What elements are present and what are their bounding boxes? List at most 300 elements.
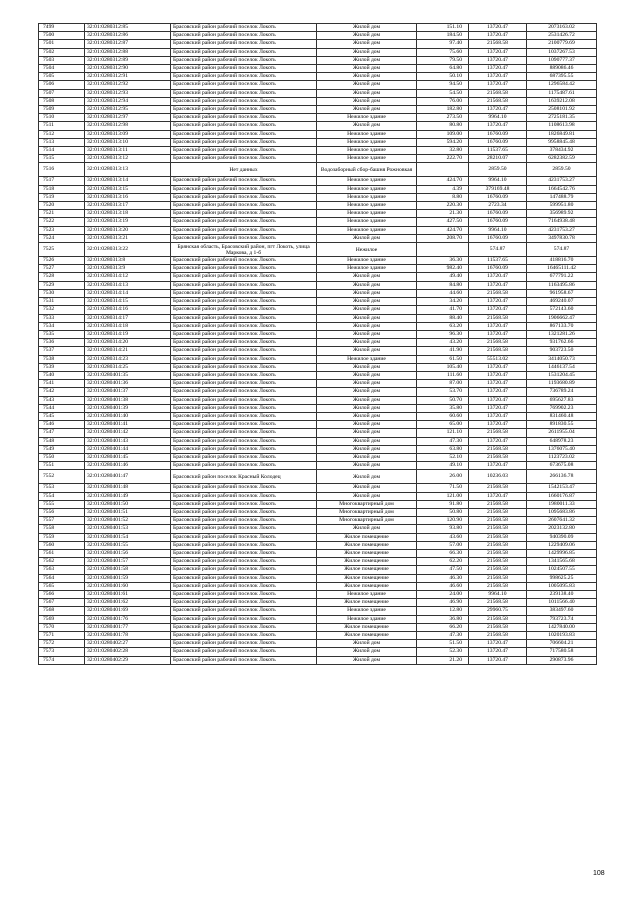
object-type-cell: Многоквартирный дом	[317, 517, 417, 525]
object-type-cell: Жилой дом	[317, 421, 417, 429]
specific-value-cell: 21568.58	[469, 508, 527, 516]
area-cell: 50.70	[417, 396, 469, 404]
address-cell: Брасовский район рабочий поселок Локоть	[171, 607, 317, 615]
specific-value-cell: 21568.58	[469, 525, 527, 533]
cadastral-value-cell: 266136.78	[527, 470, 597, 484]
cadastral-number-cell: 32:01:0280314:16	[85, 306, 171, 314]
object-type-cell: Жилой дом	[317, 32, 417, 40]
row-number-cell: 7547	[39, 429, 85, 437]
cadastral-value-cell: 648978.23	[527, 437, 597, 445]
table-row	[39, 177, 597, 185]
table-row	[39, 347, 597, 355]
cadastral-number-cell: 32:01:0280314:13	[85, 281, 171, 289]
table-row	[39, 355, 597, 363]
cadastral-number-cell: 32:01:0280401:40	[85, 412, 171, 420]
table-row	[39, 56, 597, 64]
table-row	[39, 421, 597, 429]
cadastral-number-cell: 32:01:0280401:48	[85, 484, 171, 492]
specific-value-cell: 13720.47	[469, 122, 527, 130]
cadastral-number-cell: 32:01:0280314:25	[85, 363, 171, 371]
specific-value-cell: 13720.47	[469, 322, 527, 330]
specific-value-cell: 13720.47	[469, 298, 527, 306]
cadastral-number-cell: 32:01:0280401:43	[85, 437, 171, 445]
row-number-cell: 7566	[39, 591, 85, 599]
address-cell: Брасовский район рабочий поселок Локоть	[171, 56, 317, 64]
cadastral-value-cell: 147488.79	[527, 193, 597, 201]
cadastral-number-cell: 32:01:0280314:19	[85, 330, 171, 338]
cadastral-value-cell: 687395.55	[527, 73, 597, 81]
object-type-cell: Жилой дом	[317, 106, 417, 114]
object-type-cell: Жилой дом	[317, 462, 417, 470]
specific-value-cell: 13720.47	[469, 412, 527, 420]
area-cell: 84.80	[417, 281, 469, 289]
cadastral-number-cell: 32:01:0280313:12	[85, 155, 171, 163]
cadastral-value-cell: 1095683.86	[527, 508, 597, 516]
table-row	[39, 607, 597, 615]
row-number-cell: 7572	[39, 640, 85, 648]
row-number-cell: 7543	[39, 396, 85, 404]
object-type-cell: Нежилое здание	[317, 591, 417, 599]
cadastral-value-cell: 9958845.48	[527, 138, 597, 146]
area-cell: 427.50	[417, 218, 469, 226]
address-cell: Брасовский район рабочий поселок Локоть	[171, 388, 317, 396]
address-cell: Брасовский район рабочий поселок Локоть	[171, 48, 317, 56]
specific-value-cell: 21568.58	[469, 599, 527, 607]
row-number-cell: 7546	[39, 421, 85, 429]
object-type-cell: Жилой дом	[317, 322, 417, 330]
area-cell: 26.00	[417, 470, 469, 484]
area-cell: 43.20	[417, 339, 469, 347]
specific-value-cell: 13720.47	[469, 330, 527, 338]
object-type-cell: Жилой дом	[317, 89, 417, 97]
row-number-cell: 7565	[39, 582, 85, 590]
specific-value-cell: 13720.47	[469, 437, 527, 445]
row-number-cell: 7573	[39, 648, 85, 656]
object-type-cell: Нежилое здание	[317, 210, 417, 218]
address-cell: Брасовский район рабочий поселок Локоть	[171, 289, 317, 297]
table-row	[39, 65, 597, 73]
address-cell: Брасовский район рабочий поселок Локоть	[171, 347, 317, 355]
address-cell: Брасовский район рабочий поселок Локоть	[171, 429, 317, 437]
specific-value-cell: 21568.58	[469, 500, 527, 508]
specific-value-cell: 21568.58	[469, 40, 527, 48]
table-row	[39, 97, 597, 105]
address-cell: Брасовский район рабочий поселок Локоть	[171, 533, 317, 541]
specific-value-cell: 379169.48	[469, 185, 527, 193]
specific-value-cell: 21568.58	[469, 582, 527, 590]
specific-value-cell: 2723.34	[469, 202, 527, 210]
area-cell: 105.40	[417, 363, 469, 371]
table-row	[39, 226, 597, 234]
table-row	[39, 445, 597, 453]
table-row	[39, 202, 597, 210]
table-row	[39, 210, 597, 218]
area-cell: 47.50	[417, 566, 469, 574]
area-cell: 80.80	[417, 122, 469, 130]
address-cell: Брасовский район рабочий поселок Локоть	[171, 257, 317, 265]
address-cell: Брасовский район рабочий поселок Локоть	[171, 656, 317, 664]
cadastral-number-cell: 32:01:0280401:47	[85, 470, 171, 484]
table-row	[39, 470, 597, 484]
specific-value-cell: 21568.58	[469, 517, 527, 525]
area-cell: 88.40	[417, 314, 469, 322]
row-number-cell: 7527	[39, 265, 85, 273]
specific-value-cell: 574.87	[469, 243, 527, 257]
area-cell: 66.30	[417, 549, 469, 557]
row-number-cell: 7513	[39, 138, 85, 146]
address-cell: Брасовский район рабочий поселок Локоть	[171, 541, 317, 549]
address-cell: Брасовский район рабочий поселок Локоть	[171, 363, 317, 371]
cadastral-value-cell: 418816.70	[527, 257, 597, 265]
cadastral-number-cell: 32:01:0280401:60	[85, 582, 171, 590]
address-cell: Брасовский район рабочий поселок Локоть	[171, 106, 317, 114]
address-cell: Брасовский район рабочий поселок Локоть	[171, 138, 317, 146]
specific-value-cell: 13720.47	[469, 273, 527, 281]
row-number-cell: 7512	[39, 130, 85, 138]
cadastral-number-cell: 32:01:0280401:38	[85, 396, 171, 404]
cadastral-number-cell: 32:01:0280401:35	[85, 371, 171, 379]
area-cell: 220.30	[417, 202, 469, 210]
table-row	[39, 591, 597, 599]
object-type-cell: Жилое помещение	[317, 599, 417, 607]
area-cell: 94.50	[417, 81, 469, 89]
object-type-cell: Жилой дом	[317, 24, 417, 32]
cadastral-value-cell: 3497830.78	[527, 234, 597, 242]
row-number-cell: 7537	[39, 347, 85, 355]
table-row	[39, 648, 597, 656]
object-type-cell: Жилое помещение	[317, 533, 417, 541]
cadastral-value-cell: 4231753.27	[527, 177, 597, 185]
address-cell: Брасовский район рабочий поселок Локоть	[171, 114, 317, 122]
cadastral-number-cell: 32:01:0280401:36	[85, 380, 171, 388]
cadastral-value-cell: 1980011.33	[527, 500, 597, 508]
address-cell: Брасовский район рабочий поселок Локоть	[171, 355, 317, 363]
cadastral-number-cell: 32:01:0280401:62	[85, 599, 171, 607]
specific-value-cell: 11537.65	[469, 147, 527, 155]
specific-value-cell: 13720.47	[469, 56, 527, 64]
cadastral-value-cell: 239138.40	[527, 591, 597, 599]
specific-value-cell: 13720.47	[469, 106, 527, 114]
area-cell: 424.70	[417, 226, 469, 234]
cadastral-number-cell: 32:01:0280312:90	[85, 65, 171, 73]
row-number-cell: 7504	[39, 65, 85, 73]
row-number-cell: 7555	[39, 500, 85, 508]
specific-value-cell: 13720.47	[469, 380, 527, 388]
area-cell: 32.80	[417, 147, 469, 155]
object-type-cell: Многоквартирный дом	[317, 500, 417, 508]
object-type-cell: Жилой дом	[317, 347, 417, 355]
cadastral-number-cell: 32:01:0280314:17	[85, 314, 171, 322]
cadastral-number-cell: 32:01:0280312:91	[85, 73, 171, 81]
object-type-cell: Жилой дом	[317, 65, 417, 73]
area-cell: 120.90	[417, 517, 469, 525]
cadastral-number-cell: 32:01:0280401:77	[85, 623, 171, 631]
object-type-cell: Нежилое здание	[317, 114, 417, 122]
address-cell: Брасовский район рабочий поселок Локоть	[171, 193, 317, 201]
specific-value-cell: 21568.58	[469, 623, 527, 631]
area-cell: 35.80	[417, 404, 469, 412]
specific-value-cell: 21568.58	[469, 289, 527, 297]
object-type-cell: Жилой дом	[317, 234, 417, 242]
row-number-cell: 7542	[39, 388, 85, 396]
specific-value-cell: 13720.47	[469, 656, 527, 664]
specific-value-cell: 10236.03	[469, 470, 527, 484]
address-cell: Брасовский район рабочий поселок Локоть	[171, 492, 317, 500]
specific-value-cell: 21568.58	[469, 453, 527, 461]
specific-value-cell: 21568.58	[469, 97, 527, 105]
row-number-cell: 7564	[39, 574, 85, 582]
row-number-cell: 7523	[39, 226, 85, 234]
specific-value-cell: 13720.47	[469, 492, 527, 500]
row-number-cell: 7506	[39, 81, 85, 89]
address-cell: Брасовский район рабочий поселок Локоть	[171, 147, 317, 155]
area-cell: 424.70	[417, 177, 469, 185]
cadastral-number-cell: 32:01:0280313:8	[85, 257, 171, 265]
table-body	[39, 24, 597, 665]
cadastral-value-cell: 2859.50	[527, 163, 597, 177]
table-row	[39, 404, 597, 412]
object-type-cell: Нежилое здание	[317, 202, 417, 210]
cadastral-number-cell: 32:01:0280314:21	[85, 347, 171, 355]
object-type-cell: Жилой дом	[317, 339, 417, 347]
specific-value-cell: 21568.58	[469, 533, 527, 541]
specific-value-cell: 13720.47	[469, 404, 527, 412]
object-type-cell: Жилой дом	[317, 404, 417, 412]
object-type-cell: Жилой дом	[317, 396, 417, 404]
table-row	[39, 281, 597, 289]
cadastral-value-cell: 383497.60	[527, 607, 597, 615]
cadastral-value-cell: 599951.80	[527, 202, 597, 210]
table-row	[39, 525, 597, 533]
address-cell: Брасовский район рабочий поселок Локоть	[171, 273, 317, 281]
cadastral-number-cell: 32:01:0280401:42	[85, 429, 171, 437]
address-cell: Брасовский район рабочий поселок Локоть	[171, 89, 317, 97]
object-type-cell: Нежилое здание	[317, 177, 417, 185]
address-cell: Брасовский район рабочий поселок Локоть	[171, 122, 317, 130]
object-type-cell: Жилой дом	[317, 445, 417, 453]
cadastral-value-cell: 2023132.80	[527, 525, 597, 533]
table-row	[39, 289, 597, 297]
address-cell: Брасовский район рабочий поселок Локоть	[171, 421, 317, 429]
table-row	[39, 265, 597, 273]
table-row	[39, 492, 597, 500]
row-number-cell: 7540	[39, 371, 85, 379]
table-row	[39, 453, 597, 461]
row-number-cell: 7568	[39, 607, 85, 615]
specific-value-cell: 13720.47	[469, 421, 527, 429]
row-number-cell: 7505	[39, 73, 85, 81]
address-cell: Брасовский район рабочий поселок Локоть	[171, 549, 317, 557]
cadastral-value-cell: 1229409.06	[527, 541, 597, 549]
area-cell: 66.20	[417, 623, 469, 631]
specific-value-cell: 21568.58	[469, 615, 527, 623]
table-row	[39, 89, 597, 97]
address-cell: Брянская область, Брасовский район, пгт Локоть, улица Маркова, д 1-б	[171, 243, 317, 257]
row-number-cell: 7541	[39, 380, 85, 388]
cadastral-value-cell: 706604.21	[527, 640, 597, 648]
cadastral-value-cell: 1427840.00	[527, 623, 597, 631]
area-cell: 151.10	[417, 24, 469, 32]
object-type-cell: Жилой дом	[317, 470, 417, 484]
area-cell: 71.50	[417, 484, 469, 492]
specific-value-cell: 13720.47	[469, 640, 527, 648]
object-type-cell: Жилой дом	[317, 314, 417, 322]
specific-value-cell: 16760.09	[469, 138, 527, 146]
area-cell: 36.80	[417, 615, 469, 623]
cadastral-value-cell: 695627.83	[527, 396, 597, 404]
row-number-cell: 7524	[39, 234, 85, 242]
cadastral-value-cell: 16465111.42	[527, 265, 597, 273]
cadastral-value-cell: 1037267.53	[527, 48, 597, 56]
specific-value-cell: 16760.09	[469, 193, 527, 201]
area-cell: 111.60	[417, 371, 469, 379]
address-cell: Брасовский район рабочий поселок Локоть	[171, 314, 317, 322]
cadastral-value-cell: 1090777.37	[527, 56, 597, 64]
area-cell: 24.00	[417, 591, 469, 599]
cadastral-number-cell: 32:01:0280313:16	[85, 193, 171, 201]
row-number-cell: 7538	[39, 355, 85, 363]
row-number-cell: 7528	[39, 273, 85, 281]
table-row	[39, 437, 597, 445]
cadastral-number-cell: 32:01:0280313:13	[85, 163, 171, 177]
cadastral-value-cell: 940390.09	[527, 533, 597, 541]
row-number-cell: 7545	[39, 412, 85, 420]
table-row	[39, 656, 597, 664]
specific-value-cell: 29960.75	[469, 607, 527, 615]
area-cell: 75.60	[417, 48, 469, 56]
table-row	[39, 73, 597, 81]
cadastral-number-cell: 32:01:0280401:39	[85, 404, 171, 412]
cadastral-value-cell: 961958.67	[527, 289, 597, 297]
area-cell: 109.00	[417, 130, 469, 138]
object-type-cell: Жилое помещение	[317, 549, 417, 557]
specific-value-cell: 13720.47	[469, 65, 527, 73]
object-type-cell: Жилой дом	[317, 73, 417, 81]
table-row	[39, 541, 597, 549]
table-row	[39, 558, 597, 566]
cadastral-number-cell: 32:01:0280402:29	[85, 656, 171, 664]
area-cell: 93.80	[417, 525, 469, 533]
object-type-cell: Жилой дом	[317, 453, 417, 461]
cadastral-number-cell: 32:01:0280314:23	[85, 355, 171, 363]
table-row	[39, 339, 597, 347]
table-row	[39, 566, 597, 574]
area-cell: 52.10	[417, 453, 469, 461]
cadastral-number-cell: 32:01:0280312:95	[85, 106, 171, 114]
area-cell: 62.20	[417, 558, 469, 566]
specific-value-cell: 21568.58	[469, 558, 527, 566]
address-cell: Брасовский район рабочий поселок Локоть	[171, 640, 317, 648]
cadastral-value-cell: 717580.58	[527, 648, 597, 656]
table-row	[39, 322, 597, 330]
object-type-cell: Жилой дом	[317, 525, 417, 533]
table-row	[39, 114, 597, 122]
cadastral-value-cell: 1376075.40	[527, 445, 597, 453]
cadastral-number-cell: 32:01:0280312:89	[85, 56, 171, 64]
address-cell: Брасовский район рабочий поселок Локоть	[171, 500, 317, 508]
area-cell: 36.30	[417, 257, 469, 265]
row-number-cell: 7503	[39, 56, 85, 64]
address-cell: Брасовский район рабочий поселок Локоть	[171, 404, 317, 412]
table-row	[39, 193, 597, 201]
row-number-cell: 7535	[39, 330, 85, 338]
cadastral-number-cell: 32:01:0280401:56	[85, 549, 171, 557]
object-type-cell: Многоквартирный дом	[317, 508, 417, 516]
area-cell: 21.30	[417, 210, 469, 218]
row-number-cell: 7560	[39, 541, 85, 549]
cadastral-value-cell: 1024507.55	[527, 566, 597, 574]
area-cell	[417, 243, 469, 257]
address-cell: Брасовский район рабочий поселок Локоть	[171, 226, 317, 234]
row-number-cell: 7558	[39, 525, 85, 533]
cadastral-number-cell: 32:01:0280402:28	[85, 648, 171, 656]
cadastral-value-cell: 1531204.45	[527, 371, 597, 379]
table-row	[39, 185, 597, 193]
page-number: 108	[593, 870, 605, 877]
cadastral-number-cell: 32:01:0280314:14	[85, 289, 171, 297]
specific-value-cell: 13720.47	[469, 306, 527, 314]
area-cell: 51.50	[417, 640, 469, 648]
cadastral-value-cell: 1826849.81	[527, 130, 597, 138]
address-cell: Брасовский район рабочий поселок Локоть	[171, 517, 317, 525]
specific-value-cell: 21568.58	[469, 574, 527, 582]
row-number-cell: 7519	[39, 193, 85, 201]
cadastral-value-cell: 1660176.87	[527, 492, 597, 500]
object-type-cell: Нежилое	[317, 243, 417, 257]
object-type-cell: Жилой дом	[317, 281, 417, 289]
table-row	[39, 218, 597, 226]
cadastral-value-cell: 2100779.69	[527, 40, 597, 48]
object-type-cell: Жилой дом	[317, 388, 417, 396]
cadastral-value-cell: 769902.23	[527, 404, 597, 412]
area-cell: 79.50	[417, 56, 469, 64]
cadastral-value-cell: 677791.22	[527, 273, 597, 281]
specific-value-cell: 9964.10	[469, 177, 527, 185]
specific-value-cell: 13720.47	[469, 396, 527, 404]
cadastral-number-cell: 32:01:0280313:21	[85, 234, 171, 242]
address-cell: Брасовский район рабочий поселок Локоть	[171, 234, 317, 242]
object-type-cell: Жилой дом	[317, 97, 417, 105]
specific-value-cell: 55513.02	[469, 355, 527, 363]
address-cell: Брасовский район рабочий поселок Локоть	[171, 623, 317, 631]
table-row	[39, 48, 597, 56]
area-cell: 53.70	[417, 388, 469, 396]
cadastral-value-cell: 1163495.86	[527, 281, 597, 289]
specific-value-cell: 13720.47	[469, 371, 527, 379]
cadastral-value-cell: 793723.74	[527, 615, 597, 623]
cadastral-number-cell: 32:01:0280401:51	[85, 508, 171, 516]
object-type-cell: Нежилое здание	[317, 138, 417, 146]
area-cell: 96.30	[417, 330, 469, 338]
row-number-cell: 7571	[39, 632, 85, 640]
object-type-cell: Жилое помещение	[317, 558, 417, 566]
address-cell: Брасовский район рабочий поселок Локоть	[171, 558, 317, 566]
registry-table-container	[38, 23, 596, 665]
table-row	[39, 371, 597, 379]
area-cell: 44.60	[417, 289, 469, 297]
table-row	[39, 32, 597, 40]
object-type-cell: Жилое помещение	[317, 582, 417, 590]
cadastral-value-cell: 998625.25	[527, 574, 597, 582]
cadastral-number-cell: 32:01:0280401:78	[85, 632, 171, 640]
object-type-cell: Жилое помещение	[317, 623, 417, 631]
area-cell: 52.30	[417, 648, 469, 656]
table-row	[39, 574, 597, 582]
object-type-cell: Жилой дом	[317, 492, 417, 500]
object-type-cell: Жилой дом	[317, 648, 417, 656]
cadastral-number-cell: 32:01:0280401:41	[85, 421, 171, 429]
cadastral-value-cell: 1664542.76	[527, 185, 597, 193]
